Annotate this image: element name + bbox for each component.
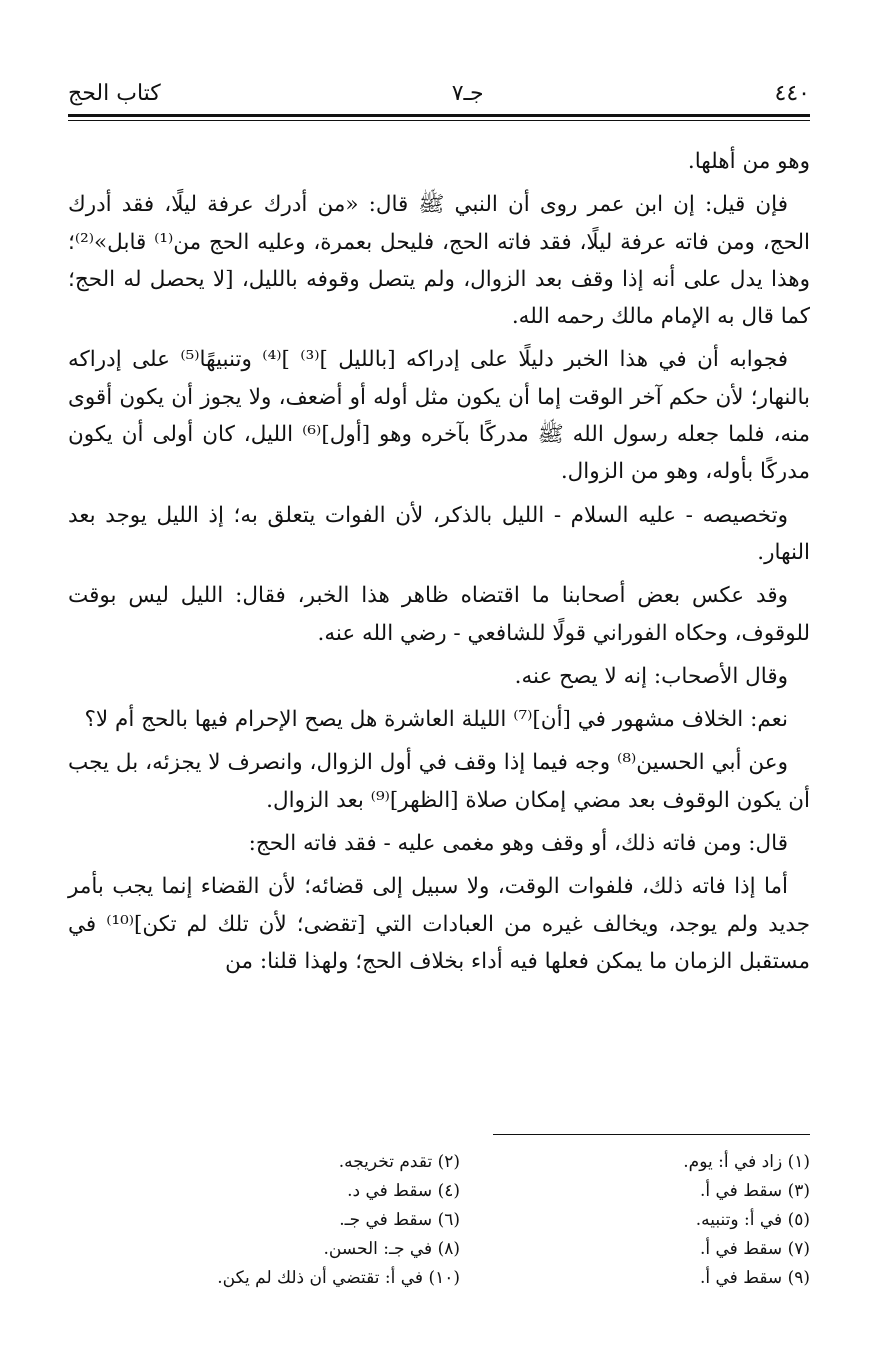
footnote: (٩) سقط في أ.: [699, 1268, 810, 1288]
footnote: (٤) سقط في د.: [347, 1181, 460, 1201]
page-header: [68, 76, 810, 110]
paragraph: نعم: الخلاف مشهور في [أن]⁽⁷⁾ الليلة العاشرة هل يصح الإحرام فيها بالحج أم لا؟: [84, 707, 788, 733]
footnote: (١) زاد في أ: يوم.: [683, 1152, 810, 1172]
paragraph: أما إذا فاته ذلك، فلفوات الوقت، ولا سبيل إلى قضائه؛ لأن القضاء إنما يجب بأمر جديد ولم يوجد، ويخالف غيره من العبادات التي [تقضى؛ لأن تلك لم تكن]⁽¹⁰⁾ في مستقبل الزمان ما يمكن فعلها فيه أداء بخلاف الحج؛ ولهذا قلنا: من: [68, 874, 811, 974]
paragraph: وقال الأصحاب: إنه لا يصح عنه.: [514, 663, 788, 689]
page-number: ٤٤٠: [774, 80, 810, 106]
footnote: (١٠) في أ: تقتضي أن ذلك لم يكن.: [217, 1268, 460, 1288]
header-rule-thin: [68, 120, 810, 121]
paragraph: وقد عكس بعض أصحابنا ما اقتضاه ظاهر هذا الخبر، فقال: الليل ليس بوقت للوقوف، وحكاه الفوراني قولًا للشافعي - رضي الله عنه.: [68, 583, 810, 646]
footnote: (٣) سقط في أ.: [699, 1181, 810, 1201]
paragraph: وهو من أهلها.: [687, 149, 810, 174]
footnote: (٨) في جـ: الحسن.: [323, 1239, 460, 1259]
footnote: (٢) تقدم تخريجه.: [338, 1152, 460, 1172]
header-rule-thick: [68, 114, 810, 117]
main-text: [68, 143, 810, 986]
paragraph: فإن قيل: إن ابن عمر روى أن النبي ﷺ قال: «من أدرك عرفة ليلًا، فقد أدرك الحج، ومن فاته عرفة ليلًا، فقد فاته الحج، فليحل بعمرة، وعليه الحج من⁽¹⁾ قابل»⁽²⁾؛ وهذا يدل على أنه إذا وقف بعد الزوال، ولم يتصل وقوفه بالليل، [لا يحصل له الحج؛ كما قال به الإمام مالك رحمه الله.: [68, 192, 810, 330]
footnotes: [150, 1148, 810, 1293]
volume-label: جـ٧: [451, 80, 484, 106]
footnote: (٦) سقط في جـ.: [339, 1210, 460, 1230]
paragraph: وعن أبي الحسين⁽⁸⁾ وجه فيما إذا وقف في أول الزوال، وانصرف لا يجزئه، بل يجب أن يكون الوقوف بعد مضي إمكان صلاة [الظهر]⁽⁹⁾ بعد الزوال.: [68, 750, 810, 813]
footnote: (٧) سقط في أ.: [699, 1239, 810, 1259]
paragraph: قال: ومن فاته ذلك، أو وقف وهو مغمى عليه - فقد فاته الحج:: [248, 831, 788, 857]
paragraph: وتخصيصه - عليه السلام - الليل بالذكر، لأن الفوات يتعلق به؛ إذ الليل يوجد بعد النهار.: [68, 502, 810, 565]
footnote-rule: [493, 1134, 810, 1135]
footnote: (٥) في أ: وتنبيه.: [695, 1210, 810, 1230]
book-title: كتاب الحج: [68, 80, 161, 106]
paragraph: فجوابه أن في هذا الخبر دليلًا على إدراكه [بالليل ]⁽³⁾ ]⁽⁴⁾ وتنبيهًا⁽⁵⁾ على إدراكه بالنهار؛ لأن حكم آخر الوقت إما أن يكون مثل أوله أو أضعف، ولا يجوز أن يكون أقوى منه، فلما جعله رسول الله ﷺ مدركًا بآخره وهو [أول]⁽⁶⁾ الليل، كان أولى أن يكون مدركًا بأوله، وهو من الزوال.: [68, 347, 810, 485]
